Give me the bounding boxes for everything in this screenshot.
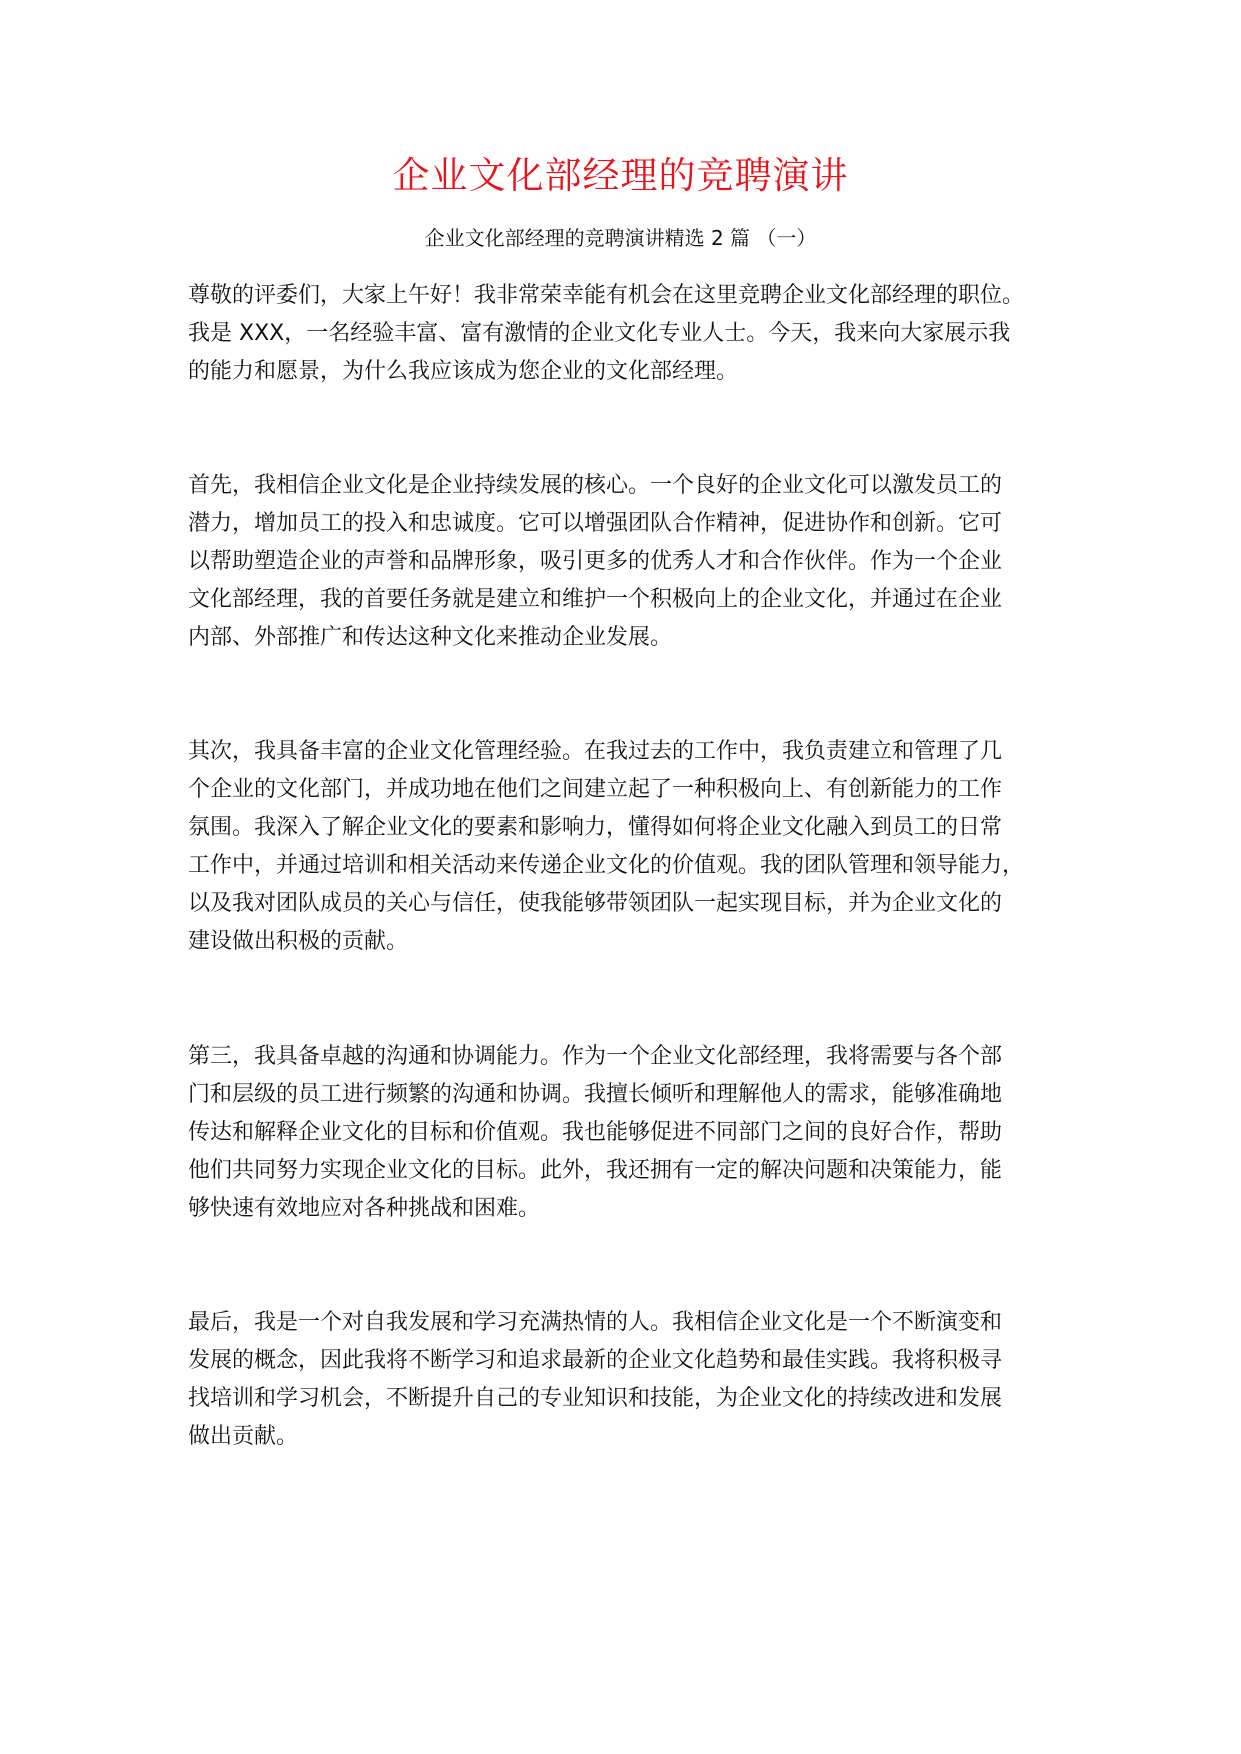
text-line: 以及我对团队成员的关心与信任，使我能够带领团队一起实现目标，并为企业文化的 [188, 891, 1003, 916]
text-line: 工作中，并通过培训和相关活动来传递企业文化的价值观。我的团队管理和领导能力， [188, 853, 1025, 878]
text-line: 尊敬的评委们，大家上午好！我非常荣幸能有机会在这里竞聘企业文化部经理的职位。 [188, 283, 1025, 308]
text-line: 我是 XXX，一名经验丰富、富有激情的企业文化专业人士。今天，我来向大家展示我 [188, 321, 1011, 346]
page-title: 企业文化部经理的竞聘演讲 [392, 154, 849, 197]
text-line: 第三，我具备卓越的沟通和协调能力。作为一个企业文化部经理，我将需要与各个部 [188, 1044, 1003, 1069]
text-line: 文化部经理，我的首要任务就是建立和维护一个积极向上的企业文化，并通过在企业 [188, 587, 1003, 612]
paragraph-2 [188, 467, 1002, 657]
text-line: 潜力，增加员工的投入和忠诚度。它可以增强团队合作精神，促进协作和创新。它可 [188, 511, 1003, 536]
paragraph-1 [188, 277, 1024, 391]
text-line: 个企业的文化部门，并成功地在他们之间建立起了一种积极向上、有创新能力的工作 [188, 777, 1003, 802]
text-line: 首先，我相信企业文化是企业持续发展的核心。一个良好的企业文化可以激发员工的 [188, 473, 1003, 498]
text-line: 最后，我是一个对自我发展和学习充满热情的人。我相信企业文化是一个不断演变和 [188, 1310, 1003, 1335]
text-line: 氛围。我深入了解企业文化的要素和影响力，懂得如何将企业文化融入到员工的日常 [188, 815, 1003, 840]
text-line: 发展的概念，因此我将不断学习和追求最新的企业文化趋势和最佳实践。我将积极寻 [188, 1348, 1003, 1373]
paragraph-4 [188, 1038, 1002, 1228]
text-line: 够快速有效地应对各种挑战和困难。 [188, 1196, 541, 1221]
page-subtitle: 企业文化部经理的竞聘演讲精选 2 篇 （一） [424, 226, 817, 250]
text-line: 他们共同努力实现企业文化的目标。此外，我还拥有一定的解决问题和决策能力，能 [188, 1158, 1003, 1183]
text-line: 以帮助塑造企业的声誉和品牌形象，吸引更多的优秀人才和合作伙伴。作为一个企业 [188, 549, 1003, 574]
paragraph-5 [188, 1304, 1002, 1456]
text-line: 建设做出积极的贡献。 [188, 929, 409, 954]
text-line: 传达和解释企业文化的目标和价值观。我也能够促进不同部门之间的良好合作，帮助 [188, 1120, 1003, 1145]
paragraph-3 [188, 733, 1024, 961]
text-line: 内部、外部推广和传达这种文化来推动企业发展。 [188, 625, 673, 650]
text-line: 的能力和愿景，为什么我应该成为您企业的文化部经理。 [188, 359, 739, 384]
text-line: 其次，我具备丰富的企业文化管理经验。在我过去的工作中，我负责建立和管理了几 [188, 739, 1003, 764]
text-line: 做出贡献。 [188, 1424, 299, 1449]
text-line: 找培训和学习机会，不断提升自己的专业知识和技能，为企业文化的持续改进和发展 [188, 1386, 1003, 1411]
text-line: 门和层级的员工进行频繁的沟通和协调。我擅长倾听和理解他人的需求，能够准确地 [188, 1082, 1003, 1107]
